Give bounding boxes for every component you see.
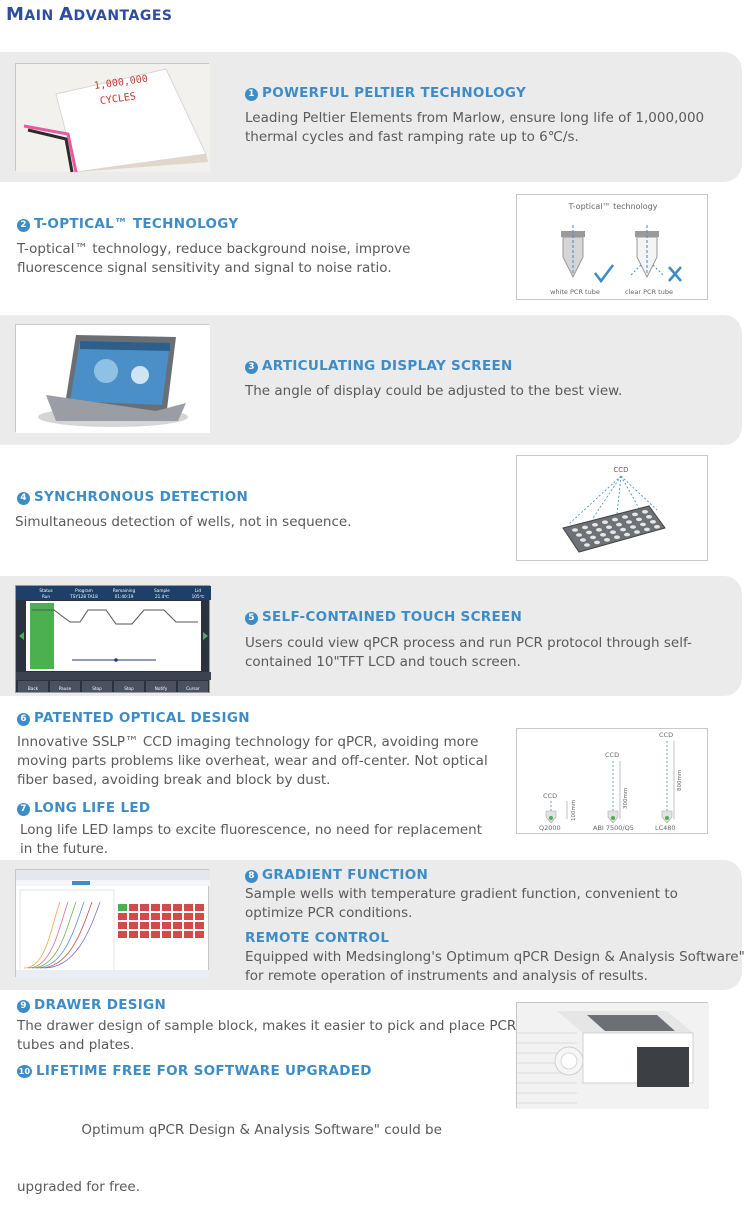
software-well <box>151 931 160 938</box>
software-well <box>151 913 160 920</box>
plate-well <box>650 520 656 524</box>
plate-well <box>622 515 628 519</box>
touch-button-label: Back <box>27 686 39 691</box>
number-badge: 6 <box>17 713 30 726</box>
number-badge: 10 <box>18 1067 31 1076</box>
software-well <box>195 931 204 938</box>
touch-button-label: Notify <box>154 686 168 691</box>
touch-value-1: Run <box>41 594 51 599</box>
touch-header-5: Lid <box>194 588 202 593</box>
optical-design-image <box>516 728 708 834</box>
toptical-illustration <box>517 195 709 301</box>
plate-well <box>654 525 660 529</box>
feature-8-desc: Sample wells with temperature gradient function, convenient to optimize PCR conditions. <box>245 886 678 921</box>
software-well <box>118 904 127 911</box>
plate-well <box>636 518 642 522</box>
plate-well <box>604 538 610 542</box>
software-well <box>173 904 182 911</box>
plate-well <box>620 528 626 532</box>
peltier-text-2: CYCLES <box>99 91 137 108</box>
software-well <box>195 904 204 911</box>
touch-value-4: 21.4℃ <box>154 594 170 599</box>
number-badge: 7 <box>17 803 30 816</box>
plate-well <box>596 528 602 532</box>
plate-well <box>572 528 578 532</box>
software-well <box>129 922 138 929</box>
touch-button-label: Stop <box>92 686 102 691</box>
touch-button-label: Stop <box>124 686 134 691</box>
feature-4-desc: Simultaneous detection of wells, not in sequence. <box>15 514 352 530</box>
touch-header-1: Status <box>39 588 53 593</box>
plate-well <box>634 530 640 534</box>
software-well <box>162 904 171 911</box>
software-well <box>140 922 149 929</box>
peltier-text-1: 1,000,000 <box>93 73 149 93</box>
software-well <box>195 913 204 920</box>
toptical-title: T-optical™ technology <box>568 202 658 211</box>
software-well <box>129 913 138 920</box>
number-badge: 4 <box>17 492 30 505</box>
optical-label-3: LC480 <box>655 824 676 832</box>
display-illustration <box>16 325 210 433</box>
optical-dim-3: 800mm <box>677 769 683 791</box>
plate-well <box>582 526 588 530</box>
plate-well <box>640 523 646 527</box>
optical-dim-1: 100mm <box>571 799 577 821</box>
remote-control-title: REMOTE CONTROL <box>245 930 390 946</box>
feature-2-desc: T-optical™ technology, reduce background noise, improve fluorescence signal sensitivity and signal to noise ratio. <box>17 241 411 276</box>
page-title: MAIN ADVANTAGES <box>6 4 173 25</box>
number-badge: 2 <box>17 219 30 232</box>
feature-4-title: 4 SYNCHRONOUS DETECTION <box>17 489 248 505</box>
plate-well <box>586 531 592 535</box>
touch-button-label: Cursor <box>186 686 200 691</box>
software-well <box>129 931 138 938</box>
feature-10-title: 10 LIFETIME FREE FOR SOFTWARE UPGRADED <box>18 1063 372 1079</box>
software-well <box>129 904 138 911</box>
optical-ccd-2: CCD <box>605 751 620 759</box>
plate-well <box>630 525 636 529</box>
feature-9-title: 9 DRAWER DESIGN <box>17 997 166 1013</box>
feature-10-desc: Optimum qPCR Design & Analysis Software" could be upgraded for free. <box>17 1122 442 1195</box>
touch-header-4: Sample <box>154 588 170 593</box>
software-well <box>184 931 193 938</box>
plate-well <box>610 530 616 534</box>
software-well <box>173 931 182 938</box>
software-well <box>118 922 127 929</box>
feature-2-title: 2 T-OPTICAL™ TECHNOLOGY <box>17 216 238 232</box>
ccd-image <box>516 455 708 561</box>
drawer-illustration <box>517 1003 709 1109</box>
touchscreen-image <box>15 585 210 693</box>
software-well <box>195 922 204 929</box>
plate-well <box>580 538 586 542</box>
plate-well <box>646 515 652 519</box>
feature-1-title: 1 POWERFUL PELTIER TECHNOLOGY <box>245 85 526 101</box>
plate-well <box>632 513 638 517</box>
software-well <box>140 913 149 920</box>
optical-label-1: Q2000 <box>539 824 561 832</box>
software-image <box>15 869 209 977</box>
software-well <box>184 913 193 920</box>
feature-3-title: 3 ARTICULATING DISPLAY SCREEN <box>245 358 513 374</box>
toptical-image <box>516 194 708 300</box>
software-well <box>140 904 149 911</box>
software-well <box>184 904 193 911</box>
optical-ccd-3: CCD <box>659 731 674 739</box>
software-well <box>162 913 171 920</box>
touch-header-2: Program <box>75 588 93 593</box>
touchscreen-illustration <box>16 586 211 694</box>
feature-7-title: 7 LONG LIFE LED <box>17 800 150 816</box>
feature-6-title: 6 PATENTED OPTICAL DESIGN <box>17 710 250 726</box>
touch-value-2: TSY128 TA18 <box>70 594 98 599</box>
software-well <box>140 931 149 938</box>
optical-label-2: ABI 7500/Q5 <box>593 824 634 832</box>
optical-dim-2: 300mm <box>623 787 629 809</box>
feature-1-desc: Leading Peltier Elements from Marlow, ensure long life of 1,000,000 thermal cycles and fast ramping rate up to 6℃/s. <box>245 110 705 145</box>
touch-value-5: 105℃ <box>191 594 205 599</box>
number-badge: 9 <box>17 1000 30 1013</box>
touch-header-3: Remaining <box>112 588 136 593</box>
feature-5-title: 5 SELF-CONTAINED TOUCH SCREEN <box>245 609 522 625</box>
plate-well <box>576 533 582 537</box>
software-well <box>162 922 171 929</box>
number-badge: 5 <box>245 612 258 625</box>
drawer-image <box>516 1002 708 1108</box>
ccd-illustration <box>517 456 709 562</box>
software-well <box>118 913 127 920</box>
plate-well <box>612 518 618 522</box>
feature-8-title: 8 GRADIENT FUNCTION <box>245 867 428 883</box>
plate-well <box>584 543 590 547</box>
feature-7-desc: Long life LED lamps to excite fluorescence, no need for replacement in the future. <box>20 822 483 857</box>
touch-button-label: Pause <box>58 686 72 691</box>
plate-well <box>614 535 620 539</box>
plate-well <box>644 528 650 532</box>
ccd-label: CCD <box>613 466 629 474</box>
feature-5-desc: Users could view qPCR process and run PCR protocol through self- contained 10"TFT LCD and touch screen. <box>245 635 692 670</box>
feature-9-desc: The drawer design of sample block, makes it easier to pick and place PCR tubes and plates. <box>17 1018 517 1053</box>
software-well <box>118 931 127 938</box>
plate-well <box>600 533 606 537</box>
software-well <box>162 931 171 938</box>
plate-well <box>592 523 598 527</box>
number-badge: 8 <box>245 870 258 883</box>
software-well <box>184 922 193 929</box>
touch-value-3: 01:40:19 <box>114 594 134 599</box>
feature-3-desc: The angle of display could be adjusted to the best view. <box>245 383 623 399</box>
display-image <box>15 324 209 432</box>
plate-well <box>624 533 630 537</box>
software-well <box>173 913 182 920</box>
number-badge: 1 <box>245 88 258 101</box>
plate-well <box>626 520 632 524</box>
toptical-label-2: clear PCR tube <box>625 288 673 296</box>
feature-6-desc: Innovative SSLP™ CCD imaging technology for qPCR, avoiding more moving parts problems like overheat, wear and off-center. Not optical fiber based, avoiding break and block by dust. <box>17 734 488 788</box>
software-well <box>151 904 160 911</box>
software-illustration <box>16 870 210 978</box>
plate-well <box>606 525 612 529</box>
optical-design-illustration <box>517 729 709 835</box>
plate-well <box>616 523 622 527</box>
plate-well <box>594 541 600 545</box>
plate-well <box>642 510 648 514</box>
peltier-illustration <box>16 64 210 172</box>
software-well <box>173 922 182 929</box>
number-badge: 3 <box>245 361 258 374</box>
toptical-label-1: white PCR tube <box>550 288 600 296</box>
plate-well <box>590 536 596 540</box>
peltier-image <box>15 63 209 171</box>
optical-ccd-1: CCD <box>543 792 558 800</box>
remote-control-desc: Equipped with Medsinglong's Optimum qPCR Design & Analysis Software" for remote operation of instruments and analysis of results. <box>245 949 745 984</box>
software-well <box>151 922 160 929</box>
plate-well <box>602 520 608 524</box>
